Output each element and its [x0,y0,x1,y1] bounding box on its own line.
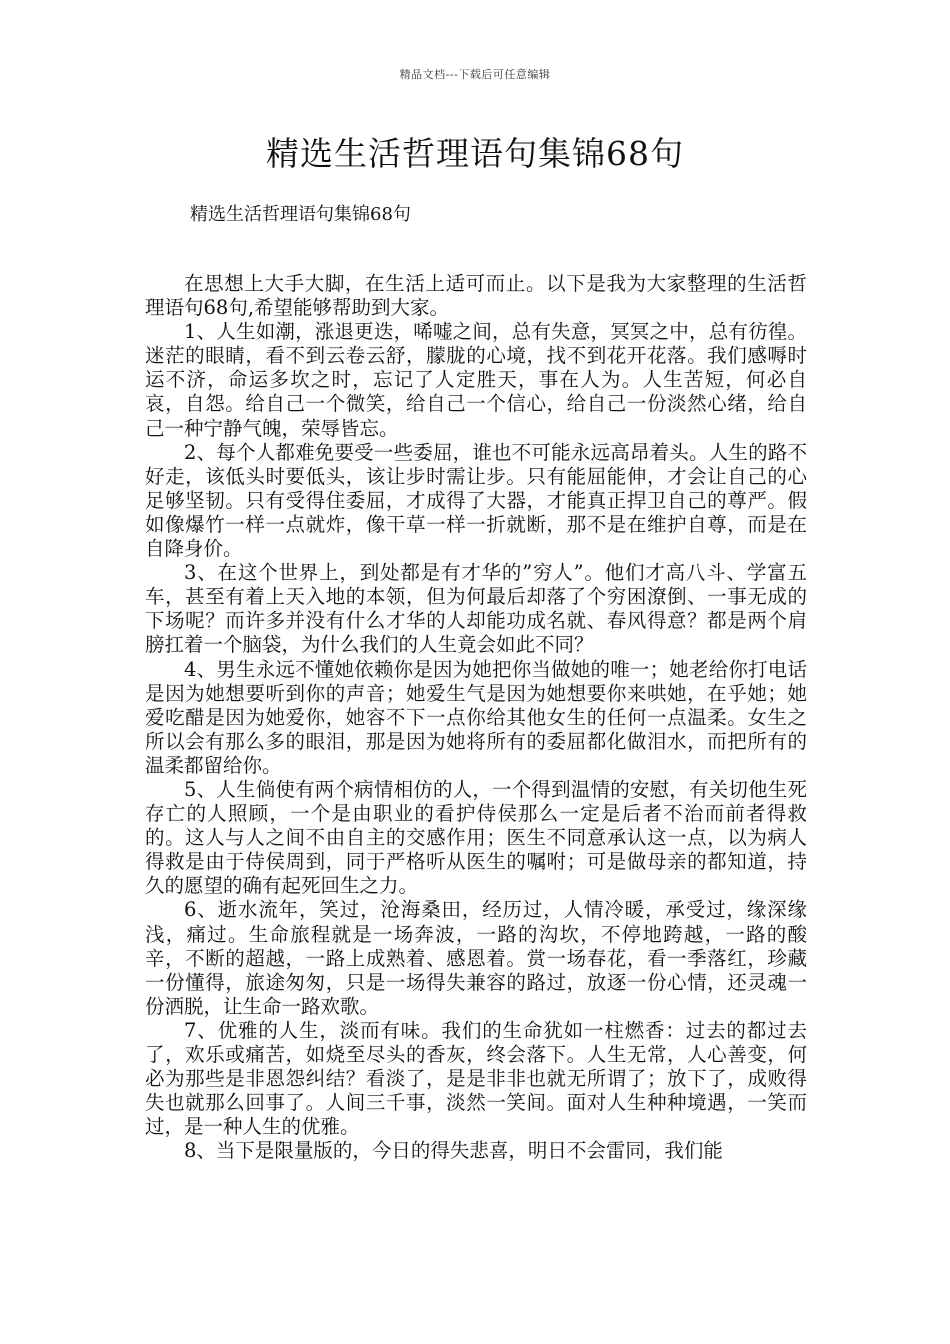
document-title: 精选生活哲理语句集锦68句 [266,134,684,173]
intro-paragraph: 在思想上大手大脚，在生活上适可而止。以下是我为大家整理的生活哲理语句68句,希望能够帮助到大家。 [145,272,807,320]
quote-paragraph-5: 5、人生倘使有两个病情相仿的人，一个得到温情的安慰，有关切他生死存亡的人照顾，一个是由职业的看护侍侯那么一定是后者不治而前者得救的。这人与人之间不由自主的交感作用；医生不同意承认这一点，以为病人得救是由于侍侯周到，同于严格听从医生的嘱咐；可是做母亲的都知道，持久的愿望的确有起死回生之力。 [145,777,807,898]
quote-paragraph-2: 2、每个人都难免要受一些委屈，谁也不可能永远高昂着头。人生的路不好走，该低头时要低头，该让步时需让步。只有能屈能伸，才会让自己的心足够坚韧。只有受得住委屈，才成得了大器，才能真正捍卫自己的尊严。假如像爆竹一样一点就炸，像干草一样一折就断，那不是在维护自尊，而是在自降身价。 [145,440,807,561]
page-header: 精品文档---下载后可任意编辑 [399,68,551,81]
quote-paragraph-7: 7、优雅的人生，淡而有味。我们的生命犹如一柱燃香：过去的都过去了，欢乐或痛苦，如烧至尽头的香灰，终会落下。人生无常，人心善变，何必为那些是非恩怨纠结？看淡了，是是非非也就无所谓了；放下了，成败得失也就那么回事了。人间三千事，淡然一笑间。面对人生种种境遇，一笑而过，是一种人生的优雅。 [145,1018,807,1139]
quote-paragraph-3: 3、在这个世界上，到处都是有才华的”穷人”。他们才高八斗、学富五车，甚至有着上天入地的本领，但为何最后却落了个穷困潦倒、一事无成的下场呢？而许多并没有什么才华的人却能功成名就、春风得意？都是两个肩膀扛着一个脑袋，为什么我们的人生竟会如此不同？ [145,561,807,657]
document-subtitle: 精选生活哲理语句集锦68句 [190,204,411,225]
quote-paragraph-1: 1、人生如潮，涨退更迭，唏嘘之间，总有失意，冥冥之中，总有彷徨。迷茫的眼睛，看不到云卷云舒，朦胧的心境，找不到花开花落。我们感嗕时运不济，命运多坎之时，忘记了人定胜天，事在人为。人生苦短，何必自哀，自怨。给自己一个微笑，给自己一个信心，给自己一份淡然心绪，给自己一种宁静气魄，荣辱皆忘。 [145,320,807,440]
document-body [145,272,807,1163]
quote-paragraph-4: 4、男生永远不懂她依赖你是因为她把你当做她的唯一；她老给你打电话是因为她想要听到你的声音；她爱生气是因为她想要你来哄她，在乎她；她爱吃醋是因为她爱你，她容不下一点你给其他女生的任何一点温柔。女生之所以会有那么多的眼泪，那是因为她将所有的委屈都化做泪水，而把所有的温柔都留给你。 [145,657,807,777]
quote-paragraph-6: 6、逝水流年，笑过，沧海桑田，经历过，人情冷暖，承受过，缘深缘浅，痛过。生命旅程就是一场奔波，一路的沟坎，不停地跨越，一路的酸辛，不断的超越，一路上成熟着、感恩着。赏一场春花，看一季落红，珍藏一份懂得，旅途匆匆，只是一场得失兼容的路过，放逐一份心情，还灵魂一份洒脱，让生命一路欢歌。 [145,898,807,1018]
quote-paragraph-8: 8、当下是限量版的，今日的得失悲喜，明日不会雷同，我们能 [184,1139,723,1163]
